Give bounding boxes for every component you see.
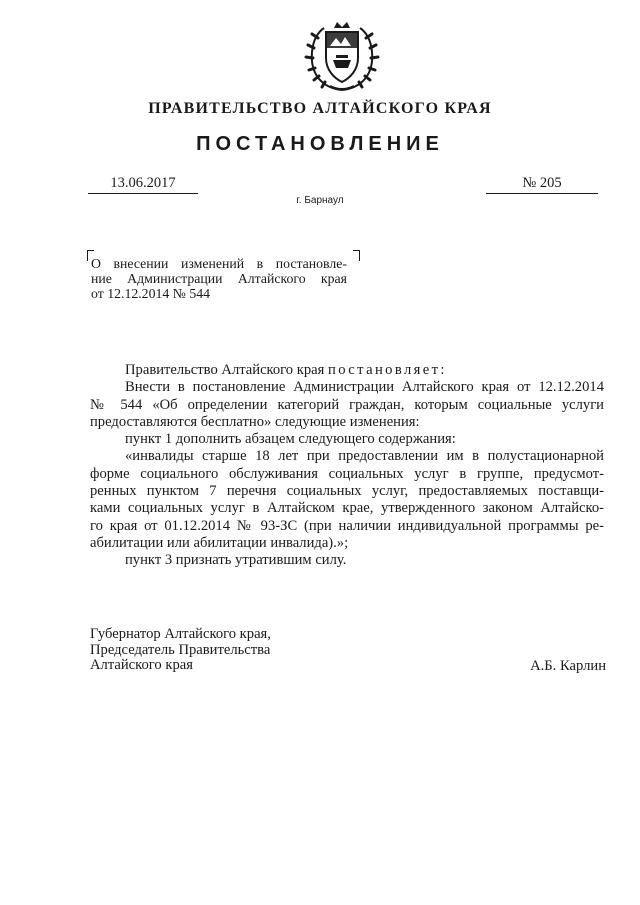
subject-line: от 12.12.2014 № 544	[91, 286, 211, 301]
subject-bracket-right	[353, 250, 360, 261]
body-line: го края от 01.12.2014 № 93-ЗС (при наличии индивидуальной программы ре-	[90, 517, 604, 534]
position-line: Председатель Правительства	[90, 641, 271, 658]
organization-name: ПРАВИТЕЛЬСТВО АЛТАЙСКОГО КРАЯ	[148, 100, 492, 117]
body-line: пункт 1 дополнить абзацем следующего содержания:	[125, 431, 456, 448]
body-preamble	[90, 362, 604, 379]
coat-of-arms-icon	[300, 18, 384, 94]
signatory-name: А.Б. Карлин	[530, 658, 606, 674]
subject-line: О внесении изменений в постановле-	[91, 256, 347, 271]
preamble-prefix: Правительство Алтайского края	[125, 362, 328, 378]
body-line: Внести в постановление Администрации Алтайского края от 12.12.2014	[125, 379, 604, 396]
body-line: форме социального обслуживания социальных услуг в группе, предусмот-	[90, 465, 604, 482]
body-line: предоставляются бесплатно» следующие изменения:	[90, 413, 420, 430]
document-number: № 205	[486, 175, 598, 194]
document-city: г. Барнаул	[296, 195, 344, 206]
body-line: пункт 3 признать утратившим силу.	[125, 552, 347, 569]
body-line: № 544 «Об определении категорий граждан, которым социальные услуги	[90, 396, 604, 413]
body-line: ками социальных услуг в Алтайском крае, утвержденного законом Алтайско-	[90, 500, 604, 517]
position-line: Губернатор Алтайского края,	[90, 626, 271, 642]
subject-line: ние Администрации Алтайского края	[91, 271, 347, 286]
document-body	[90, 362, 604, 570]
body-line: «инвалиды старше 18 лет при предоставлении им в полустационарной	[125, 448, 604, 465]
preamble-decree-word: постановляет:	[327, 362, 447, 378]
signatory-position	[90, 627, 271, 674]
document-subject	[91, 256, 347, 301]
document-type-title: ПОСТАНОВЛЕНИЕ	[196, 133, 444, 155]
body-line: абилитации или абилитации инвалида).»;	[90, 534, 349, 551]
body-line: ренных пунктом 7 перечня социальных услуг, предоставляемых поставщи-	[90, 483, 604, 500]
position-line: Алтайского края	[90, 657, 193, 673]
document-date: 13.06.2017	[88, 175, 198, 194]
